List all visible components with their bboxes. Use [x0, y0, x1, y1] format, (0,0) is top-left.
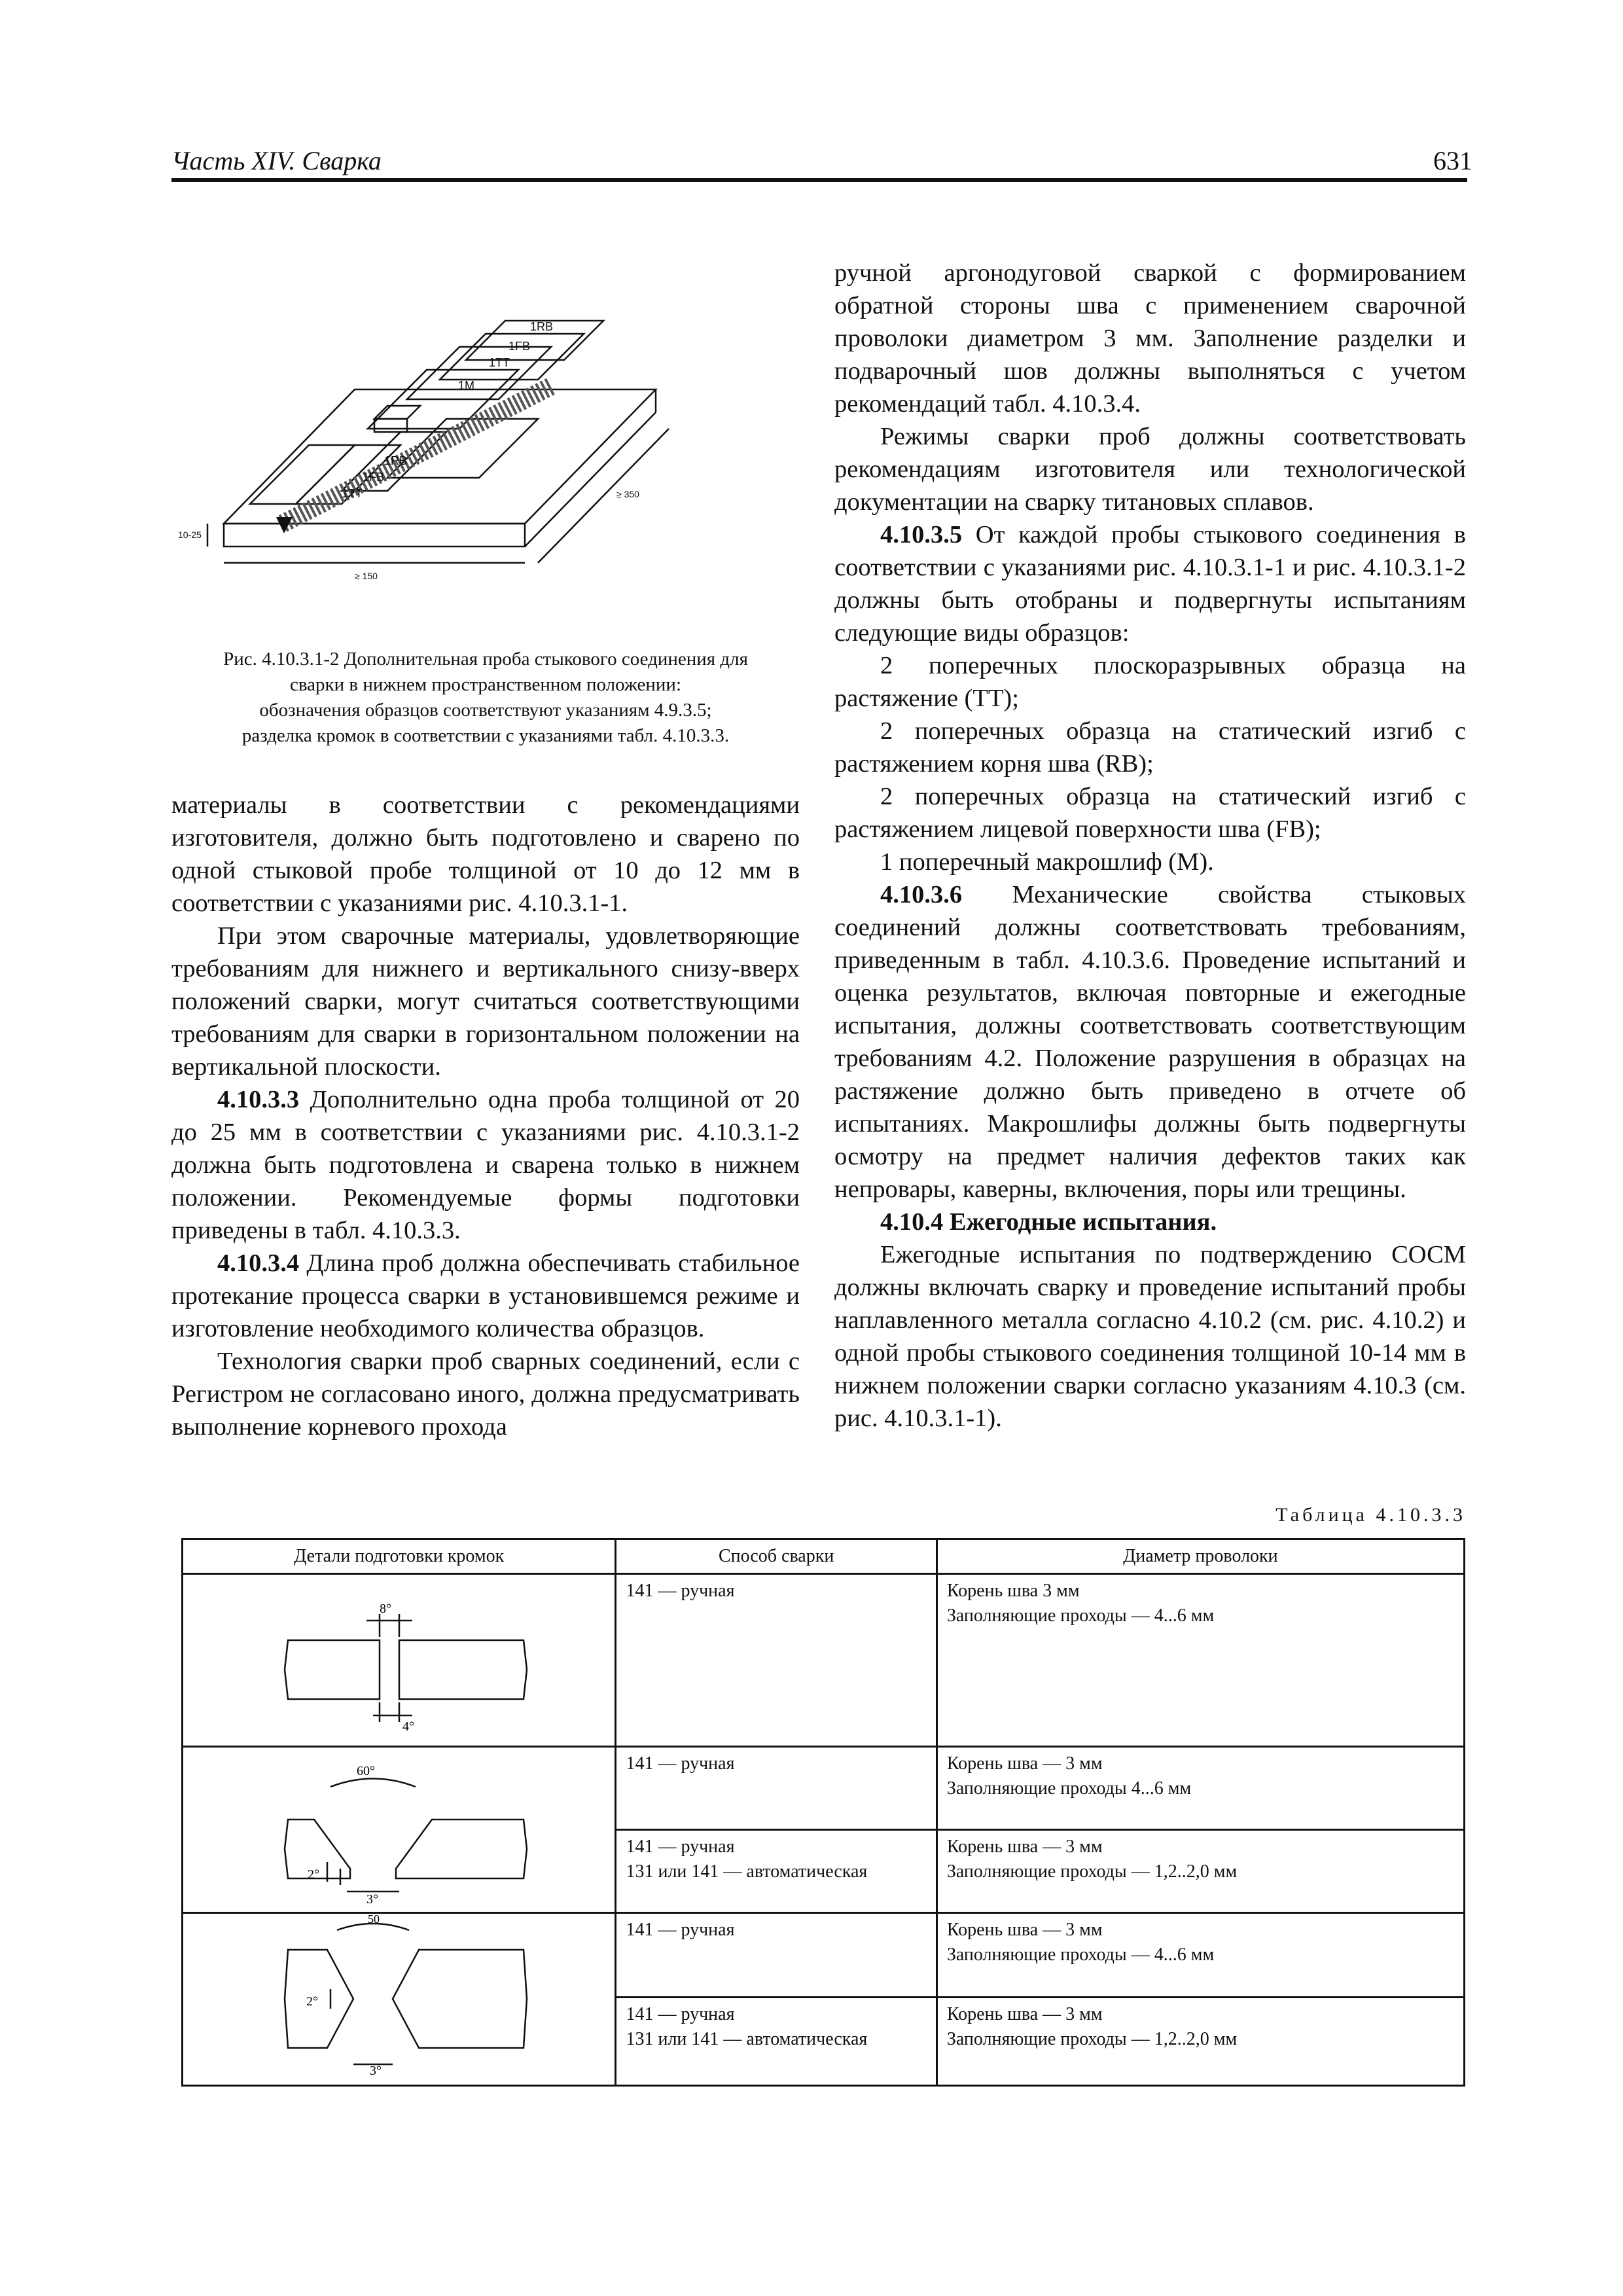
section-heading-text: 4.10.4 Ежегодные испытания. — [880, 1208, 1217, 1236]
caption-line: Рис. 4.10.3.1-2 Дополнительная проба стыкового соединения для — [223, 649, 748, 670]
paragraph-text: Длина проб должна обеспечивать стабильное протекание процесса сварки в установившемся режиме и изготовление необходимого количества образцов. — [171, 1249, 800, 1342]
label-m: 1M — [458, 379, 475, 392]
wire-root: Корень шва 3 мм — [946, 1581, 1080, 1601]
table-header-row — [183, 1539, 1465, 1574]
header-rule — [171, 178, 1467, 182]
dim-label: 4° — [402, 1719, 414, 1734]
table-row — [183, 1747, 1465, 1830]
method-cell: 141 — ручная — [616, 1574, 936, 1747]
wire-root: Корень шва — 3 мм — [946, 1837, 1103, 1857]
column-header: Диаметр проволоки — [936, 1539, 1464, 1574]
wire-root: Корень шва — 3 мм — [946, 2004, 1103, 2025]
double-v-joint-icon — [183, 1914, 602, 2077]
page-number: 631 — [1433, 146, 1472, 175]
list-item: 2 поперечных плоскоразрывных образца на растяжение (TT); — [834, 652, 1466, 712]
wire-cell — [936, 1830, 1464, 1913]
figure-caption — [171, 647, 800, 749]
wire-cell — [936, 1747, 1464, 1830]
list-item: 2 поперечных образца на статический изгиб с растяжением лицевой поверхности шва (FB); — [834, 783, 1466, 843]
method-cell — [616, 1998, 936, 2086]
method-line: 141 — ручная — [626, 1837, 735, 1857]
label-thickness: 10-25 — [178, 529, 202, 540]
single-v-sketch-cell — [183, 1747, 616, 1913]
method-cell: 141 — ручная — [616, 1747, 936, 1830]
column-header: Детали подготовки кромок — [183, 1539, 616, 1574]
wire-fill: Заполняющие проходы — 4...6 мм — [946, 1945, 1215, 1965]
clause-number: 4.10.3.3 — [217, 1086, 300, 1113]
dim-label: 8° — [380, 1602, 391, 1616]
wire-fill: Заполняющие проходы 4...6 мм — [946, 1778, 1192, 1799]
paragraph-4-10-3-6 — [834, 878, 1466, 1206]
paragraph: Технология сварки проб сварных соединений, если с Регистром не согласовано иного, должна предусматривать выполнение корневого прохода — [171, 1348, 800, 1441]
label-tt2: 1TT — [342, 487, 363, 500]
paragraph: ручной аргонодуговой сваркой с формированием обратной стороны шва с применением сварочной проволоки диаметром 3 мм. Заполнение разделки и подварочный шов должны выполняться с учетом рекомендаций табл. 4.10.3.4. — [834, 259, 1466, 418]
wire-root: Корень шва — 3 мм — [946, 1920, 1103, 1940]
dim-label: 2° — [308, 1867, 319, 1882]
label-fb: 1FB — [508, 340, 531, 353]
label-width: ≥ 150 — [355, 571, 378, 581]
method-cell — [616, 1830, 936, 1913]
column-header: Способ сварки — [616, 1539, 936, 1574]
running-header-title: Часть XIV. Сварка — [171, 146, 382, 175]
caption-line: обозначения образцов соответствуют указаниям 4.9.3.5; — [259, 700, 712, 721]
label-rb2: 1RB — [384, 454, 408, 467]
wire-fill: Заполняющие проходы — 4...6 мм — [946, 1605, 1215, 1626]
label-rb: 1RB — [530, 320, 554, 333]
clause-number: 4.10.3.6 — [880, 881, 963, 908]
clause-number: 4.10.3.5 — [880, 521, 963, 548]
wire-cell — [936, 1574, 1464, 1747]
wire-root: Корень шва — 3 мм — [946, 1753, 1103, 1774]
section-heading-4-10-4 — [834, 1206, 1466, 1238]
list-item: 2 поперечных образца на статический изгиб с растяжением корня шва (RB); — [834, 717, 1466, 778]
butt-joint-specimen-figure — [171, 281, 800, 648]
method-line: 131 или 141 — автоматическая — [626, 1861, 868, 1882]
paragraph-text: Дополнительно одна проба толщиной от 20 до 25 мм в соответствии с указаниями рис. 4.10.3.1-2 должна быть подготовлена и сварена только в нижнем положении. Рекомендуемые формы подготовки приведены в табл. 4.10.3.3. — [171, 1086, 800, 1244]
caption-line: сварки в нижнем пространственном положении: — [289, 674, 681, 695]
double-v-sketch-cell — [183, 1913, 616, 2086]
dim-label: 3° — [370, 2064, 382, 2077]
method-line: 141 — ручная — [626, 2004, 735, 2025]
wire-fill: Заполняющие проходы — 1,2..2,0 мм — [946, 1861, 1238, 1882]
paragraph: Ежегодные испытания по подтверждению СОСМ должны включать сварку и проведение испытаний пробы наплавленного металла согласно 4.10.2 (см. рис. 4.10.2) и одной пробы стыкового соединения толщиной 10-14 мм в нижнем положении сварки согласно указаниям 4.10.3 (см. рис. 4.10.3.1-1). — [834, 1241, 1466, 1432]
method-line: 131 или 141 — автоматическая — [626, 2029, 868, 2050]
dim-label: 50 — [368, 1914, 380, 1926]
label-tt: 1TT — [489, 356, 510, 369]
square-butt-joint-icon — [183, 1575, 602, 1738]
list-item: 1 поперечный макрошлиф (M). — [880, 848, 1214, 876]
paragraph-4-10-3-3 — [171, 1083, 800, 1247]
dim-label: 3° — [366, 1892, 378, 1905]
table-row — [183, 1574, 1465, 1747]
wire-cell — [936, 1998, 1464, 2086]
paragraph: Режимы сварки проб должны соответствовать рекомендациям изготовителя или технологической документации на сварку титановых сплавов. — [834, 423, 1466, 516]
paragraph: материалы в соответствии с рекомендациями изготовителя, должно быть подготовлено и сварено по одной стыковой пробе толщиной от 10 до 12 мм в соответствии с указаниями рис. 4.10.3.1-1. — [171, 791, 800, 917]
clause-number: 4.10.3.4 — [217, 1249, 300, 1277]
paragraph-text: От каждой пробы стыкового соединения в соответствии с указаниями рис. 4.10.3.1-1 и рис. 4.10.3.1-2 должны быть отобраны и подвергнуты испытаниям следующие виды образцов: — [834, 521, 1466, 647]
dim-label: 2° — [306, 1994, 318, 2009]
right-column — [834, 257, 1466, 1435]
left-column — [171, 789, 800, 1443]
dim-label: 60° — [357, 1764, 375, 1778]
method-cell: 141 — ручная — [616, 1913, 936, 1998]
caption-line: разделка кромок в соответствии с указаниями табл. 4.10.3.3. — [241, 725, 730, 746]
isometric-plate-drawing — [171, 281, 800, 648]
paragraph-text: Механические свойства стыковых соединений должны соответствовать требованиям, приведенным в табл. 4.10.3.6. Проведение испытаний и оценка результатов, включая повторные и ежегодные испытания, должны соответствовать соответствующим требованиям 4.2. Положение разрушения в образцах на растяжение должно быть приведено в отчете об испытаниях. Макрошлифы должны быть подвергнуты осмотру на предмет наличия дефектов таких как непровары, каверны, включения, поры или трещины. — [834, 881, 1466, 1203]
wire-cell — [936, 1913, 1464, 1998]
label-length: ≥ 350 — [616, 489, 639, 499]
paragraph-4-10-3-5 — [834, 518, 1466, 649]
single-v-joint-icon — [183, 1748, 602, 1905]
paragraph: При этом сварочные материалы, удовлетворяющие требованиям для нижнего и вертикального снизу-вверх положений сварки, могут считаться соответствующими требованиям для сварки в горизонтальном положении на вертикальной плоскости. — [171, 922, 800, 1081]
square-butt-sketch-cell — [183, 1574, 616, 1747]
label-fb2: 1FB — [363, 471, 385, 484]
edge-preparation-table — [181, 1538, 1465, 2087]
wire-fill: Заполняющие проходы — 1,2..2,0 мм — [946, 2029, 1238, 2050]
paragraph-4-10-3-4 — [171, 1247, 800, 1345]
table-title: Таблица 4.10.3.3 — [1275, 1504, 1466, 1526]
table-row — [183, 1913, 1465, 1998]
